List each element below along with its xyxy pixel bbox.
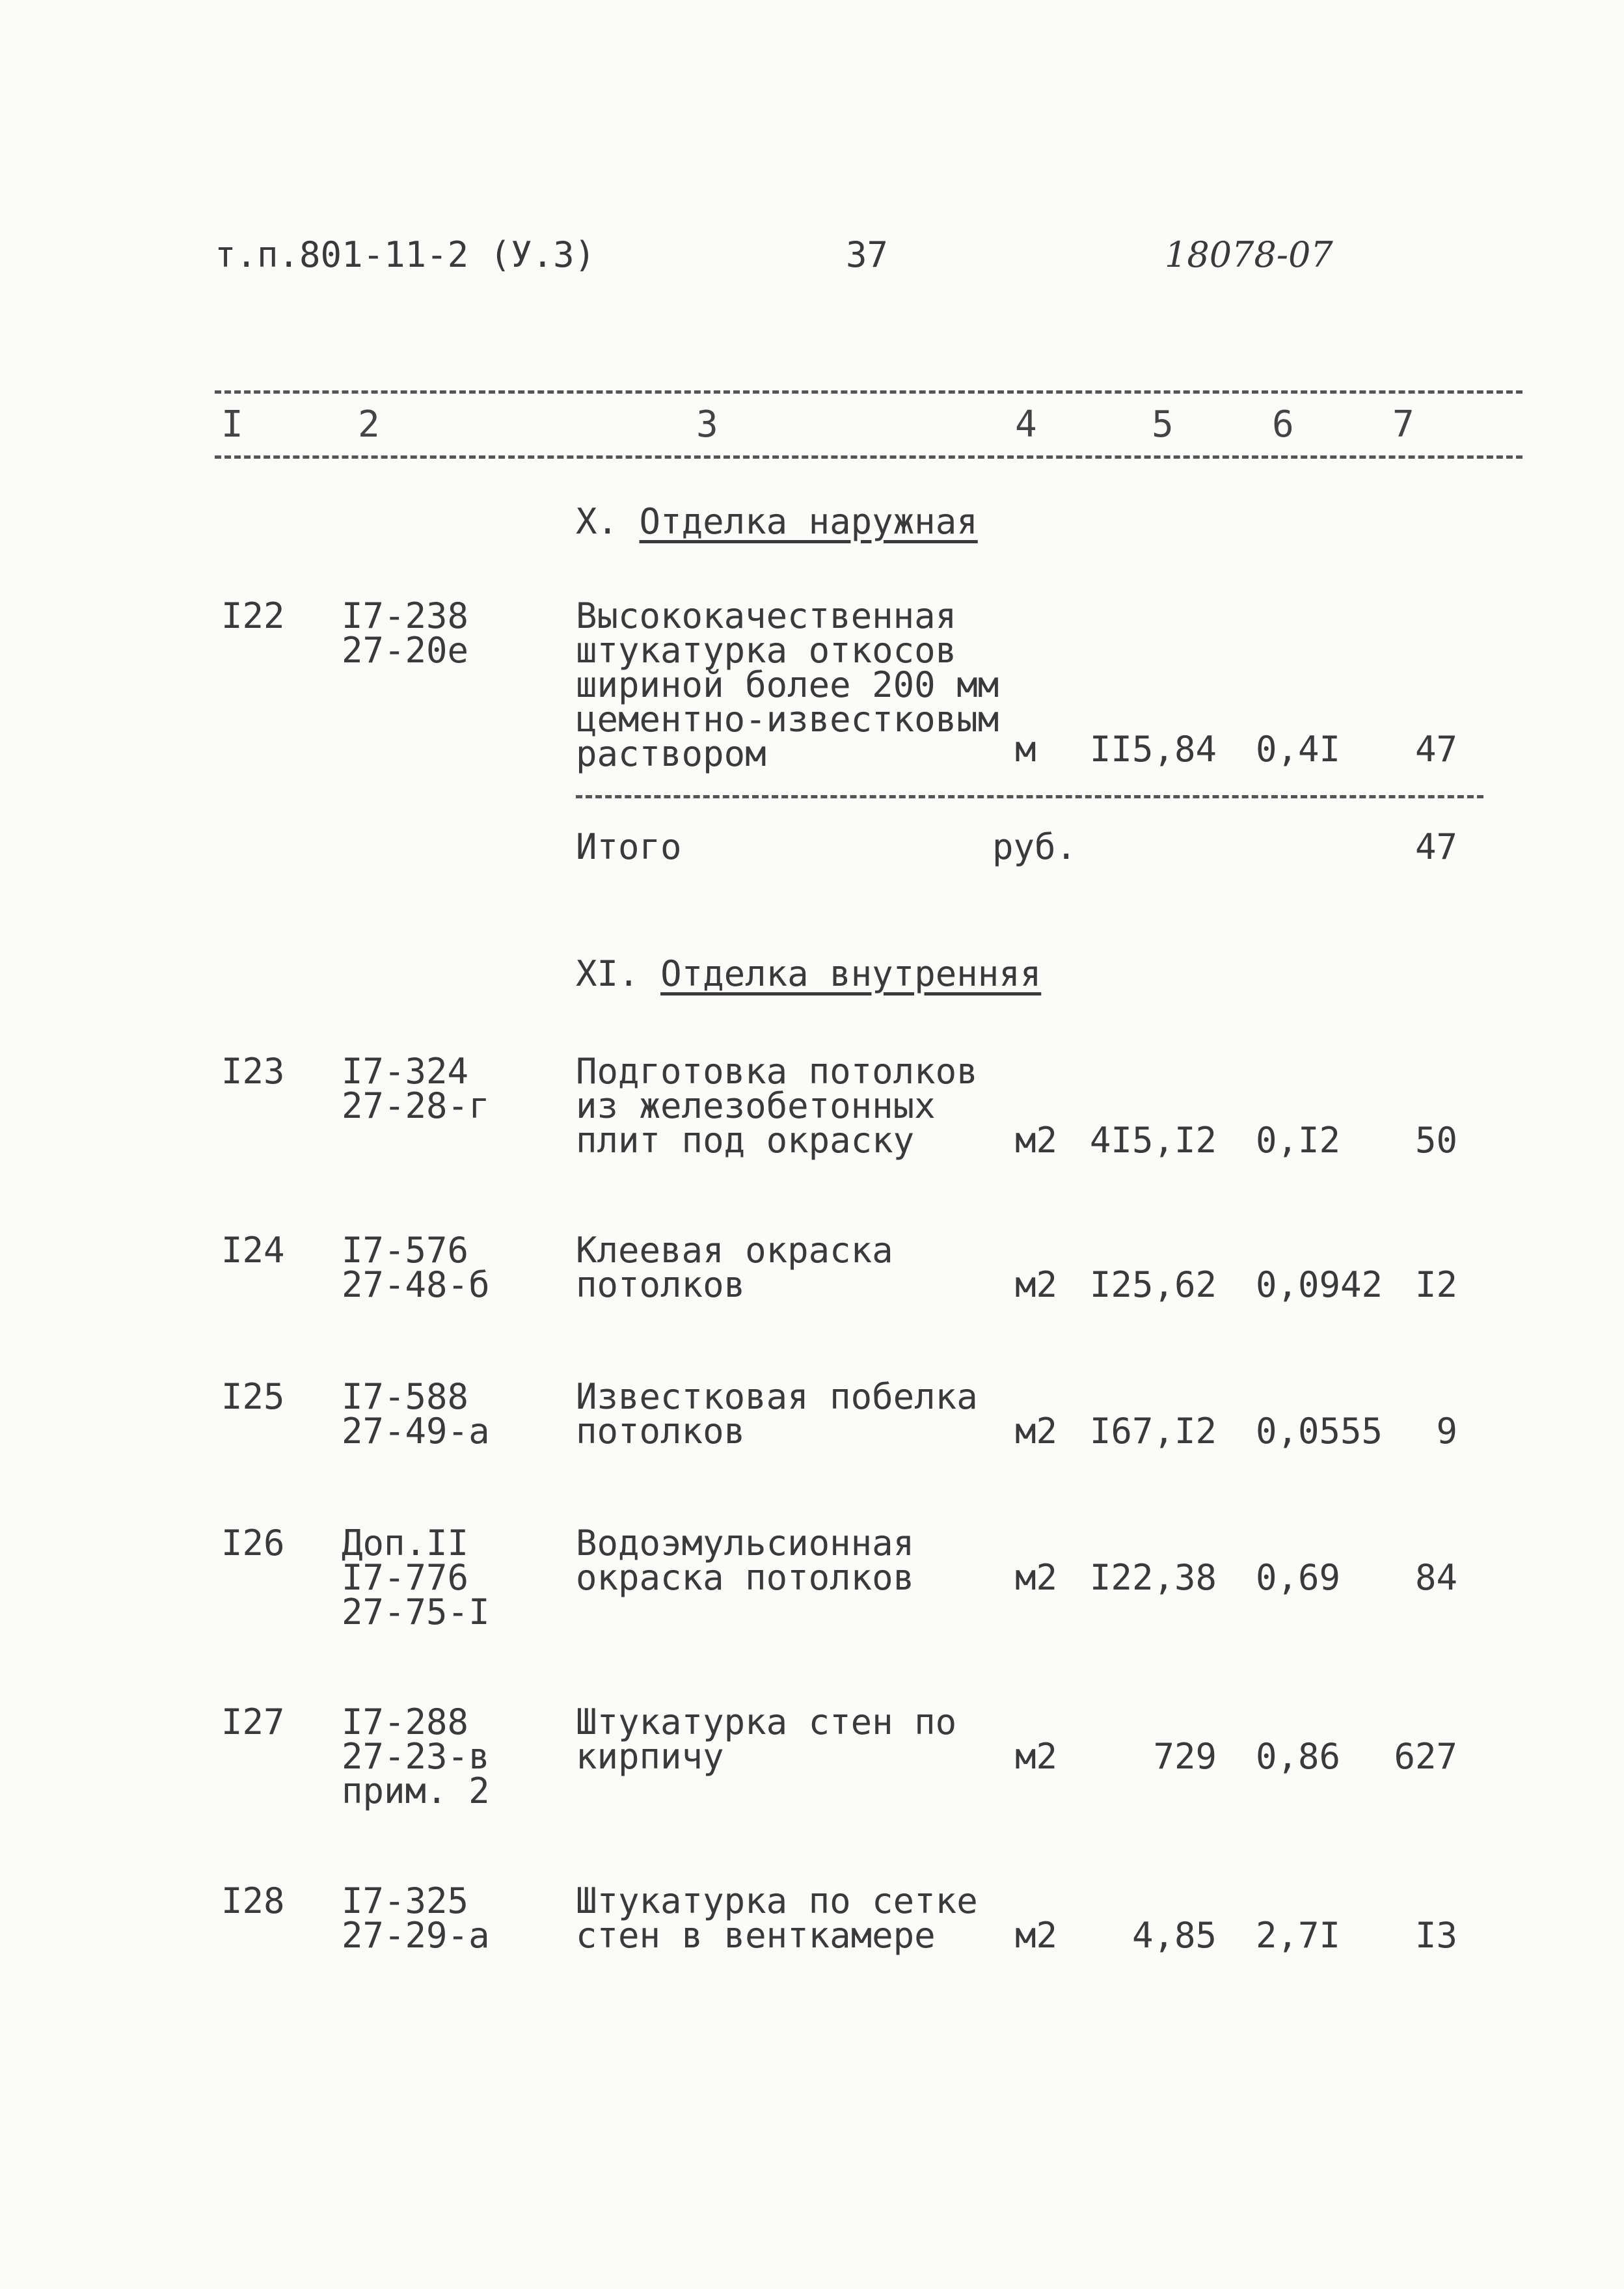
row-code: I7-325 27-29-а xyxy=(342,1880,490,1956)
row-quantity: 729 xyxy=(1153,1736,1217,1777)
row-quantity: 4,85 xyxy=(1131,1915,1217,1956)
row-position: I27 xyxy=(221,1701,285,1742)
row-unit: м2 xyxy=(1015,1736,1058,1777)
itogo-rule xyxy=(576,795,1483,798)
row-code: I7-238 27-20е xyxy=(342,595,469,671)
row-total: I3 xyxy=(1414,1915,1457,1956)
row-description: Высококачественная штукатурка откосов шириной более 200 мм цементно-известковым раствором xyxy=(576,595,999,774)
row-price: 2,7I xyxy=(1256,1915,1341,1956)
column-number-6: 6 xyxy=(1272,403,1294,446)
row-code: I7-576 27-48-б xyxy=(342,1230,490,1305)
column-number-7: 7 xyxy=(1392,403,1414,446)
row-total: I2 xyxy=(1414,1264,1457,1305)
row-position: I23 xyxy=(221,1051,285,1092)
row-position: I24 xyxy=(221,1230,285,1271)
row-price: 0,I2 xyxy=(1256,1120,1341,1161)
section-name: Отделка внутренняя xyxy=(660,953,1042,994)
row-price: 0,0555 xyxy=(1256,1411,1383,1452)
row-description: Водоэмульсионная окраска потолков xyxy=(576,1523,915,1598)
row-unit: м2 xyxy=(1015,1264,1058,1305)
column-number-4: 4 xyxy=(1015,403,1037,446)
row-code: Доп.II I7-776 27-75-I xyxy=(342,1523,490,1632)
itogo-total: 47 xyxy=(1414,826,1457,867)
section-number: X. xyxy=(576,501,619,542)
row-total: 627 xyxy=(1394,1736,1457,1777)
itogo-unit: руб. xyxy=(992,826,1077,867)
row-total: 84 xyxy=(1414,1557,1457,1598)
row-total: 50 xyxy=(1414,1120,1457,1161)
row-unit: м2 xyxy=(1015,1411,1058,1452)
section-title-xi xyxy=(576,953,1041,994)
row-description: Клеевая окраска потолков xyxy=(576,1230,893,1305)
row-code: I7-288 27-23-в прим. 2 xyxy=(342,1701,490,1811)
row-price: 0,4I xyxy=(1256,729,1341,770)
row-unit: м2 xyxy=(1015,1915,1058,1956)
row-code: I7-588 27-49-а xyxy=(342,1376,490,1452)
row-description: Известковая побелка потолков xyxy=(576,1376,978,1452)
row-position: I25 xyxy=(221,1376,285,1417)
column-number-2: 2 xyxy=(358,403,380,446)
row-code: I7-324 27-28-г xyxy=(342,1051,490,1126)
row-quantity: I25,62 xyxy=(1089,1264,1217,1305)
row-description: Штукатурка по сетке стен в венткамере xyxy=(576,1880,978,1956)
section-title-x xyxy=(576,501,978,542)
page-number: 37 xyxy=(846,234,889,275)
row-quantity: I22,38 xyxy=(1089,1557,1217,1598)
row-unit: м2 xyxy=(1015,1120,1058,1161)
row-price: 0,0942 xyxy=(1256,1264,1383,1305)
row-price: 0,86 xyxy=(1256,1736,1341,1777)
row-unit: м2 xyxy=(1015,1557,1058,1598)
row-description: Штукатурка стен по кирпичу xyxy=(576,1701,957,1777)
document-code: т.п.801-11-2 (У.3) xyxy=(215,234,596,275)
row-unit: м xyxy=(1015,729,1036,770)
row-quantity: II5,84 xyxy=(1089,729,1217,770)
row-total: 9 xyxy=(1436,1411,1457,1452)
row-position: I26 xyxy=(221,1523,285,1564)
column-number-3: 3 xyxy=(696,403,718,446)
row-quantity: I67,I2 xyxy=(1089,1411,1217,1452)
row-description: Подготовка потолков из железобетонных плит под окраску xyxy=(576,1051,978,1161)
section-number: XI. xyxy=(576,953,640,994)
header-bottom-rule xyxy=(215,455,1522,459)
row-total: 47 xyxy=(1414,729,1457,770)
row-price: 0,69 xyxy=(1256,1557,1341,1598)
row-position: I22 xyxy=(221,595,285,636)
itogo-label: Итого xyxy=(576,826,682,867)
header-top-rule xyxy=(215,390,1522,394)
row-position: I28 xyxy=(221,1880,285,1921)
document-number: 18078-07 xyxy=(1165,234,1333,275)
column-number-5: 5 xyxy=(1152,403,1174,446)
column-number-1: I xyxy=(221,403,243,446)
row-quantity: 4I5,I2 xyxy=(1089,1120,1217,1161)
section-name: Отделка наружная xyxy=(639,501,978,542)
